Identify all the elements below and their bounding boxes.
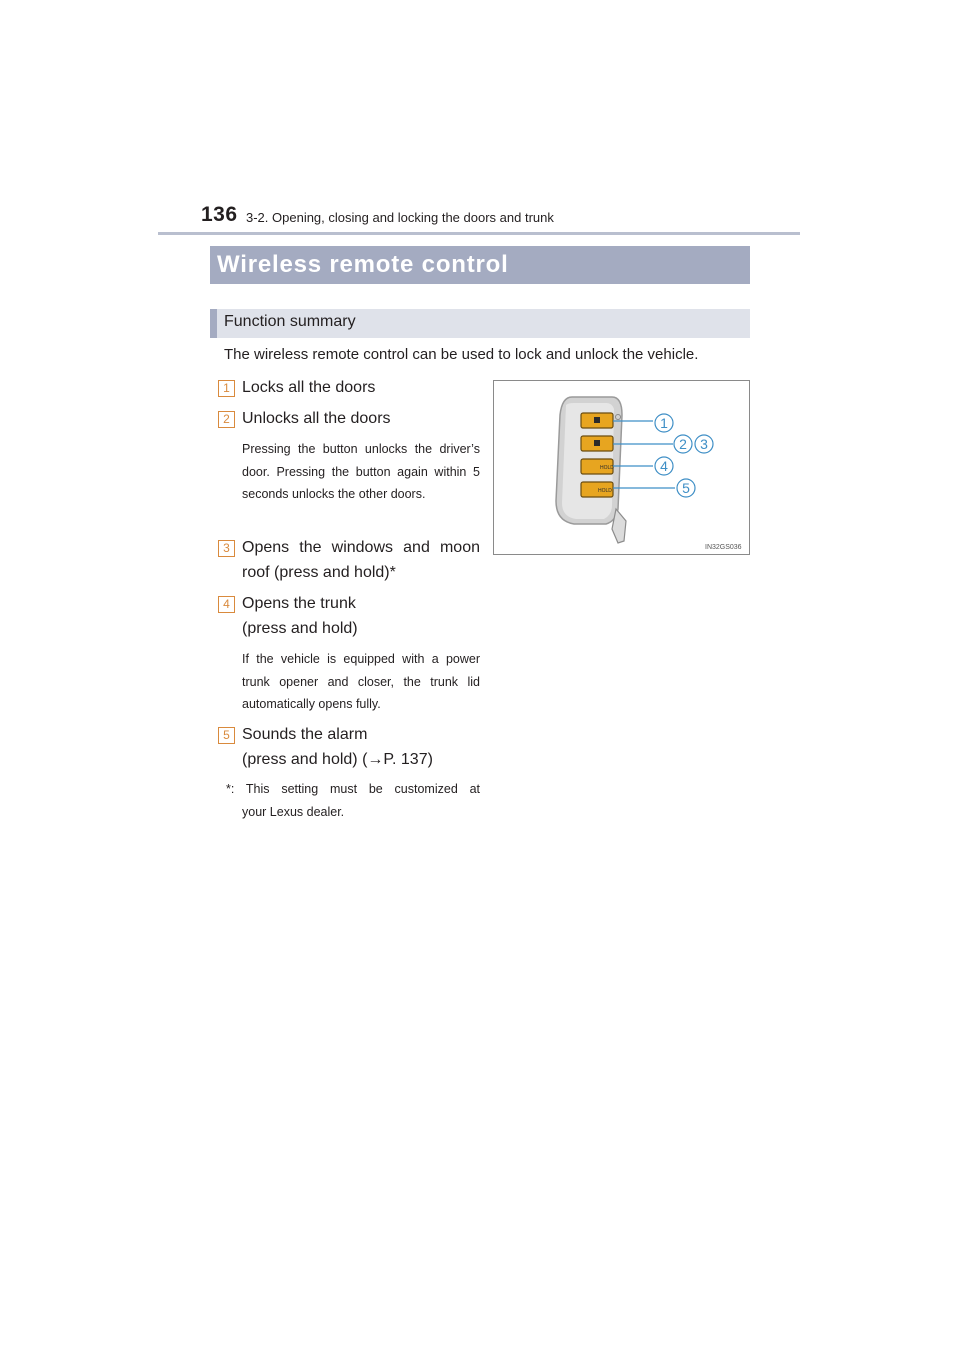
item-5-line-1: Sounds the alarm	[242, 726, 368, 743]
item-3-line-2: roof (press and hold)*	[242, 564, 396, 581]
item-number-4: 4	[218, 596, 235, 613]
item-number-2: 2	[218, 411, 235, 428]
page-number: 136	[201, 203, 238, 226]
item-5	[242, 722, 480, 772]
item-1	[242, 375, 480, 400]
item-4-line-2: (press and hold)	[242, 620, 358, 637]
footnote	[226, 778, 480, 823]
item-4-description: If the vehicle is equipped with a power trunk opener and closer, the trunk lid automatically opens fully.	[242, 652, 480, 711]
callout-5: 5	[682, 480, 690, 496]
section-reference: 3-2. Opening, closing and locking the doors and trunk	[246, 210, 554, 225]
header-rule	[158, 232, 800, 235]
callout-4: 4	[660, 458, 668, 474]
footnote-line-1: *: This setting must be customized at	[226, 782, 480, 796]
item-3-line-1: Opens the windows and moon	[242, 539, 480, 556]
item-4	[242, 591, 480, 641]
item-2	[242, 406, 480, 431]
subtitle: Function summary	[224, 313, 356, 330]
subtitle-bar	[210, 309, 750, 338]
key-illustration	[493, 380, 750, 555]
footnote-line-2: your Lexus dealer.	[242, 804, 345, 819]
item-number-3: 3	[218, 540, 235, 557]
page-title: Wireless remote control	[217, 251, 509, 278]
item-4-line-1: Opens the trunk	[242, 595, 356, 612]
item-2-description: Pressing the button unlocks the driver’s door. Pressing the button again within 5 seconds unlocks the other doors.	[242, 442, 480, 501]
item-2-text: Unlocks all the doors	[242, 410, 391, 427]
item-number-5: 5	[218, 727, 235, 744]
callout-1: 1	[660, 415, 668, 431]
item-3	[242, 535, 480, 585]
alarm-button-label: HOLD	[598, 488, 612, 494]
unlock-button-icon	[594, 440, 600, 446]
callout-3: 3	[700, 436, 708, 452]
callout-2: 2	[679, 436, 687, 452]
lock-button-icon	[594, 417, 600, 423]
intro-text: The wireless remote control can be used to lock and unlock the vehicle.	[224, 346, 699, 363]
trunk-button-label: HOLD	[600, 465, 614, 471]
item-5-line-2: (press and hold) (→P. 137)	[242, 751, 433, 768]
smart-key-drawing	[494, 381, 749, 554]
title-bar	[210, 246, 750, 284]
item-number-1: 1	[218, 380, 235, 397]
figure-code: IN32GS036	[705, 544, 742, 551]
item-1-text: Locks all the doors	[242, 379, 376, 396]
